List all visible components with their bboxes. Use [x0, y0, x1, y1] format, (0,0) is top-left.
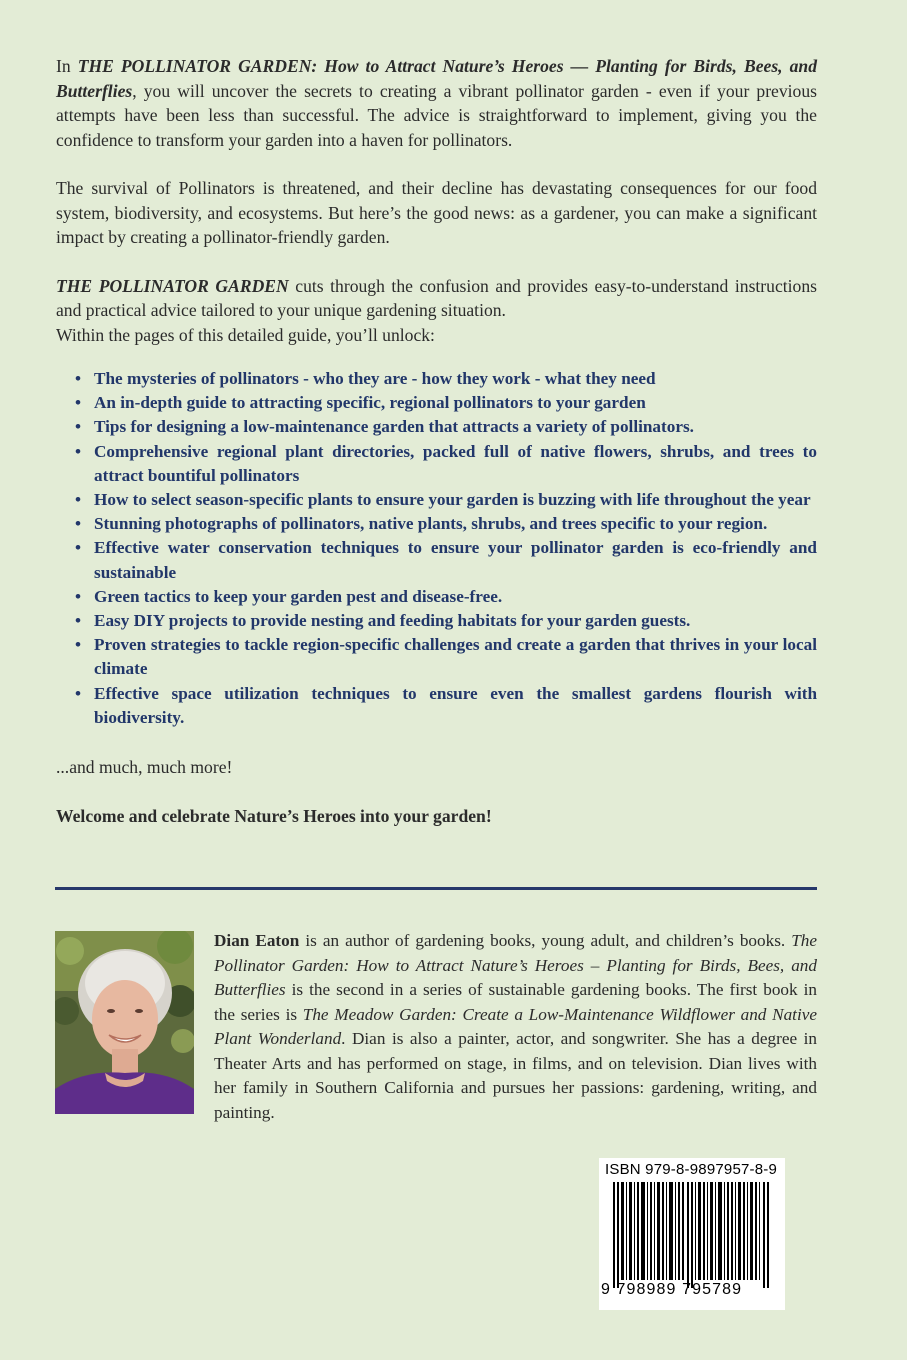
intro-paragraph-2: The survival of Pollinators is threatened, and their decline has devastating consequences for our food system, biodiversity, and ecosystems. But here’s the good news: as a gardener, you can make a significant impact by creating a pollinator-friendly garden. [56, 178, 817, 247]
isbn-barcode [599, 1158, 785, 1310]
intro-paragraph-4: Within the pages of this detailed guide, you’ll unlock: [56, 324, 435, 345]
author-photo [55, 931, 194, 1114]
bullet-icon: • [75, 538, 82, 558]
feature-item: • Proven strategies to tackle region-specific challenges and create a garden that thrives in your local climate [75, 635, 817, 679]
bullet-icon: • [75, 611, 82, 631]
intro-paragraph-3: THE POLLINATOR GARDEN cuts through the confusion and provides easy-to-understand instructions and practical advice tailored to your unique gardening situation. [56, 275, 817, 320]
book-title-short: THE POLLINATOR GARDEN [56, 275, 289, 296]
isbn-label: ISBN 979-8-9897957-8-9 [605, 1161, 778, 1178]
bullet-icon: • [75, 635, 82, 655]
first-book-title-italic: The Meadow Garden: Create a Low-Maintenance Wildflower and Native Plant Wonderland [214, 1004, 817, 1048]
feature-item: • Green tactics to keep your garden pest and disease-free. [56, 585, 817, 609]
feature-item: • Stunning photographs of pollinators, native plants, shrubs, and trees specific to your region. [56, 512, 817, 536]
feature-item: • An in-depth guide to attracting specific, regional pollinators to your garden [56, 391, 817, 415]
bullet-icon: • [75, 514, 82, 534]
bullet-icon: • [75, 490, 82, 510]
feature-item: • The mysteries of pollinators - who they are - how they work - what they need [56, 367, 817, 391]
feature-item: • Effective space utilization techniques to ensure even the smallest gardens flourish with biodiversity. [75, 683, 817, 727]
feature-list [56, 367, 817, 730]
feature-item: • Effective water conservation techniques to ensure your pollinator garden is eco-friendly and sustainable [75, 538, 817, 582]
barcode-digits: 9 798989 795789 [601, 1281, 743, 1298]
bullet-icon: • [75, 683, 82, 703]
bullet-icon: • [75, 393, 82, 413]
feature-item: • Tips for designing a low-maintenance garden that attracts a variety of pollinators. [56, 415, 817, 439]
welcome-text: Welcome and celebrate Nature’s Heroes into your garden! [56, 805, 492, 826]
author-name: Dian Eaton [214, 931, 300, 950]
bullet-icon: • [75, 586, 82, 606]
book-title-italic: The Pollinator Garden: How to Attract Nature’s Heroes – Planting for Birds, Bees, and Butterflies [214, 931, 817, 999]
feature-item: • How to select season-specific plants to ensure your garden is buzzing with life throughout the year [56, 488, 817, 512]
feature-item: • Comprehensive regional plant directories, packed full of native flowers, shrubs, and trees to attract bountiful pollinators [75, 441, 817, 485]
book-title: THE POLLINATOR GARDEN: How to Attract Nature’s Heroes — Planting for Birds, Bees, and Butterflies [56, 56, 817, 101]
feature-item: • Easy DIY projects to provide nesting and feeding habitats for your garden guests. [56, 609, 817, 633]
author-bio: Dian Eaton is an author of gardening books, young adult, and children’s books. The Pollinator Garden: How to Attract Nature’s Heroes – Planting for Birds, Bees, and Butterflies is the second in a series of sustainable gardening books. The first book in the series is The Meadow Garden: Create a Low-Maintenance Wildflower and Native Plant Wonderland. Dian is also a painter, actor, and songwriter. She has a degree in Theater Arts and has performed on stage, in films, and on television. Dian lives with her family in Southern California and pursues her passions: gardening, writing, and painting. [214, 931, 817, 1122]
intro-paragraph-1: In THE POLLINATOR GARDEN: How to Attract Nature’s Heroes — Planting for Birds, Bees, and Butterflies, you will uncover the secrets to creating a vibrant pollinator garden - even if your previous attempts have been less than successful. The advice is straightforward to implement, giving you the confidence to transform your garden into a haven for pollinators. [56, 56, 817, 150]
bullet-icon: • [75, 417, 82, 437]
bullet-icon: • [75, 441, 82, 461]
section-divider [55, 887, 817, 890]
and-more-text: ...and much, much more! [56, 757, 233, 778]
bullet-icon: • [75, 369, 82, 388]
back-cover-copy [56, 54, 817, 828]
